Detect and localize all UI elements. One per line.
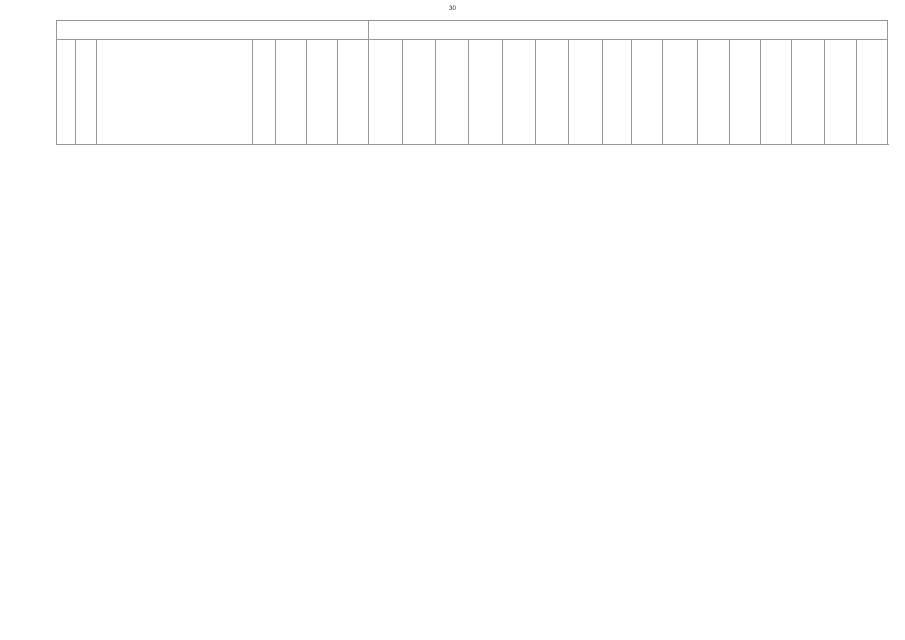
column-header: [369, 40, 402, 145]
header-spacer: [57, 21, 369, 40]
column-header: [57, 40, 76, 145]
column-header: [825, 40, 856, 145]
column-header: [791, 40, 824, 145]
column-header: [856, 40, 887, 145]
column-header: [631, 40, 662, 145]
page-number: 30: [449, 6, 456, 12]
column-header: [252, 40, 275, 145]
column-header: [698, 40, 729, 145]
column-header: [760, 40, 791, 145]
column-header: [435, 40, 468, 145]
column-header: [729, 40, 760, 145]
column-header: [469, 40, 502, 145]
column-header: [502, 40, 535, 145]
column-header: [306, 40, 337, 145]
column-header: [602, 40, 631, 145]
work-types-group-header: [369, 21, 888, 40]
column-header: [75, 40, 96, 145]
column-header: [402, 40, 435, 145]
capital-repair-schedule-table: [56, 20, 888, 145]
column-header: [535, 40, 568, 145]
column-header: [275, 40, 306, 145]
column-header: [662, 40, 697, 145]
column-header: [96, 40, 252, 145]
column-header: [569, 40, 602, 145]
column-header: [338, 40, 369, 145]
